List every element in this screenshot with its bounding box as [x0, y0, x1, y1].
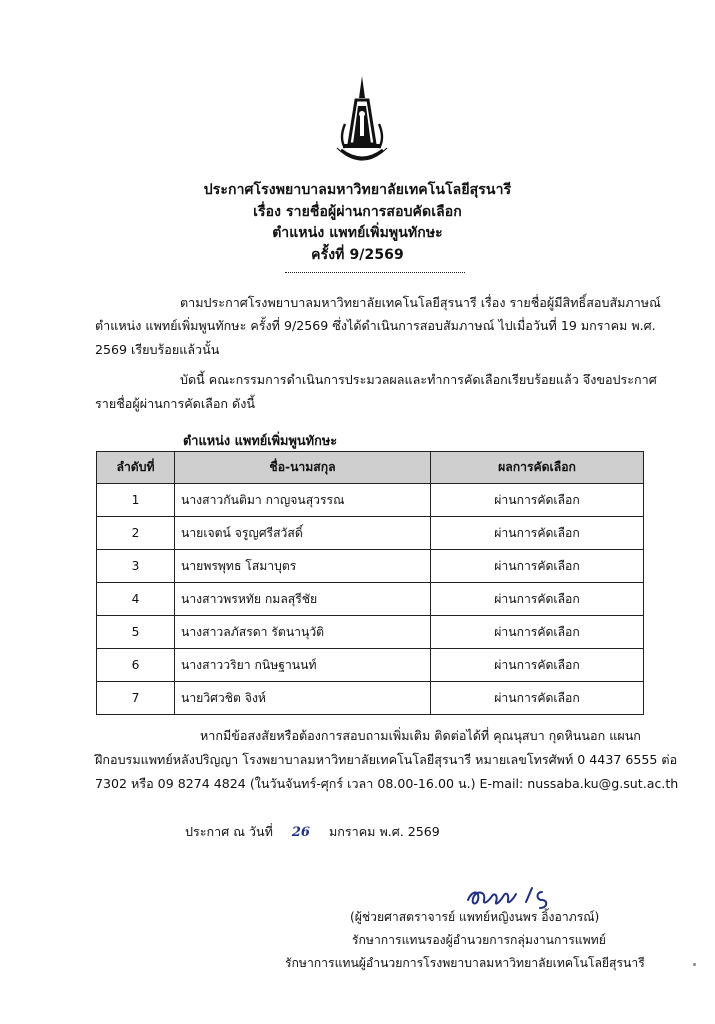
table-row	[97, 616, 644, 649]
scan-artifact	[693, 963, 696, 966]
position-label: ตำแหน่ง แพทย์เพิ่มพูนทักษะ	[183, 434, 338, 449]
table-row	[97, 583, 644, 616]
table-row	[97, 682, 644, 715]
table-header-row	[97, 452, 644, 484]
header-name: ชื่อ-นามสกุล	[175, 452, 431, 484]
table-row	[97, 649, 644, 682]
heading-title: ประกาศโรงพยาบาลมหาวิทยาลัยเทคโนโลยีสุรนารี	[203, 182, 512, 198]
results-table	[96, 451, 644, 715]
row-name: นายวิศวชิต จิงห์	[175, 682, 431, 715]
row-number: 7	[97, 682, 175, 715]
announce-suffix: มกราคม พ.ศ. 2569	[328, 824, 440, 839]
row-number: 1	[97, 484, 175, 517]
table-row	[97, 484, 644, 517]
table-row	[97, 550, 644, 583]
row-result: ผ่านการคัดเลือก	[431, 682, 644, 715]
paragraph-1-line-2: ตำแหน่ง แพทย์เพิ่มพูนทักษะ ครั้งที่ 9/2569 ซึ่งได้ดำเนินการสอบสัมภาษณ์ ไปเมื่อวันที่ 19 มกราคม พ.ศ.	[95, 318, 656, 333]
announcement-heading	[0, 180, 715, 266]
row-name: นางสาววริยา กนิษฐานนท์	[175, 649, 431, 682]
row-name: นายพรพุทธ โสมาบุตร	[175, 550, 431, 583]
row-number: 4	[97, 583, 175, 616]
contact-line-2: ฝึกอบรมแพทย์หลังปริญญา โรงพยาบาลมหาวิทยาลัยเทคโนโลยีสุรนารี หมายเลขโทรศัพท์ 0 4437 6555 ต่อ	[95, 752, 678, 767]
signer-name: (ผู้ช่วยศาสตราจารย์ แพทย์หญิงนพร อิ้งอาภรณ์)	[350, 910, 600, 924]
university-logo	[325, 74, 399, 176]
announce-day-handwritten: 26	[291, 825, 310, 840]
signer-role-2: รักษาการแทนผู้อำนวยการโรงพยาบาลมหาวิทยาลัยเทคโนโลยีสุรนารี	[285, 956, 645, 970]
table-row	[97, 517, 644, 550]
row-result: ผ่านการคัดเลือก	[431, 616, 644, 649]
row-name: นางสาวกันติมา กาญจนสุวรรณ	[175, 484, 431, 517]
paragraph-2-line-2: รายชื่อผู้ผ่านการคัดเลือก ดังนี้	[95, 396, 255, 411]
heading-subject: เรื่อง รายชื่อผู้ผ่านการสอบคัดเลือก	[253, 203, 462, 220]
paragraph-2-line-1: บัดนี้ คณะกรรมการดำเนินการประมวลผลและทำการคัดเลือกเรียบร้อยแล้ว จึงขอประกาศ	[180, 372, 657, 387]
university-seal-icon	[325, 74, 399, 176]
paragraph-1-line-1: ตามประกาศโรงพยาบาลมหาวิทยาลัยเทคโนโลยีสุรนารี เรื่อง รายชื่อผู้มีสิทธิ์สอบสัมภาษณ์	[180, 295, 661, 310]
row-number: 3	[97, 550, 175, 583]
contact-line-1: หากมีข้อสงสัยหรือต้องการสอบถามเพิ่มเติม ติดต่อได้ที่ คุณนุสบา กุดหินนอก แผนก	[200, 728, 641, 743]
row-number: 5	[97, 616, 175, 649]
announce-prefix: ประกาศ ณ วันที่	[185, 824, 273, 839]
announce-date-line	[185, 822, 440, 842]
row-name: นายเจตน์ จรูญศรีสวัสดิ์	[175, 517, 431, 550]
row-result: ผ่านการคัดเลือก	[431, 649, 644, 682]
row-result: ผ่านการคัดเลือก	[431, 484, 644, 517]
row-result: ผ่านการคัดเลือก	[431, 583, 644, 616]
paragraph-1-line-3: 2569 เรียบร้อยแล้วนั้น	[95, 342, 220, 357]
row-name: นางสาวพรหทัย กมลสุรีชัย	[175, 583, 431, 616]
signer-role-1: รักษาการแทนรองผู้อำนวยการกลุ่มงานการแพทย์	[352, 933, 606, 947]
contact-line-3: 7302 หรือ 09 8274 4824 (ในวันจันทร์-ศุกร์ เวลา 08.00-16.00 น.) E-mail: nussaba.ku@g.sut.ac.th	[95, 776, 679, 791]
heading-position: ตำแหน่ง แพทย์เพิ่มพูนทักษะ	[272, 225, 443, 241]
row-number: 2	[97, 517, 175, 550]
row-result: ผ่านการคัดเลือก	[431, 550, 644, 583]
heading-divider	[285, 272, 465, 273]
row-name: นางสาวลภัสรดา รัตนานุวัติ	[175, 616, 431, 649]
row-result: ผ่านการคัดเลือก	[431, 517, 644, 550]
row-number: 6	[97, 649, 175, 682]
heading-round: ครั้งที่ 9/2569	[311, 246, 404, 263]
header-order: ลำดับที่	[97, 452, 175, 484]
header-result: ผลการคัดเลือก	[431, 452, 644, 484]
